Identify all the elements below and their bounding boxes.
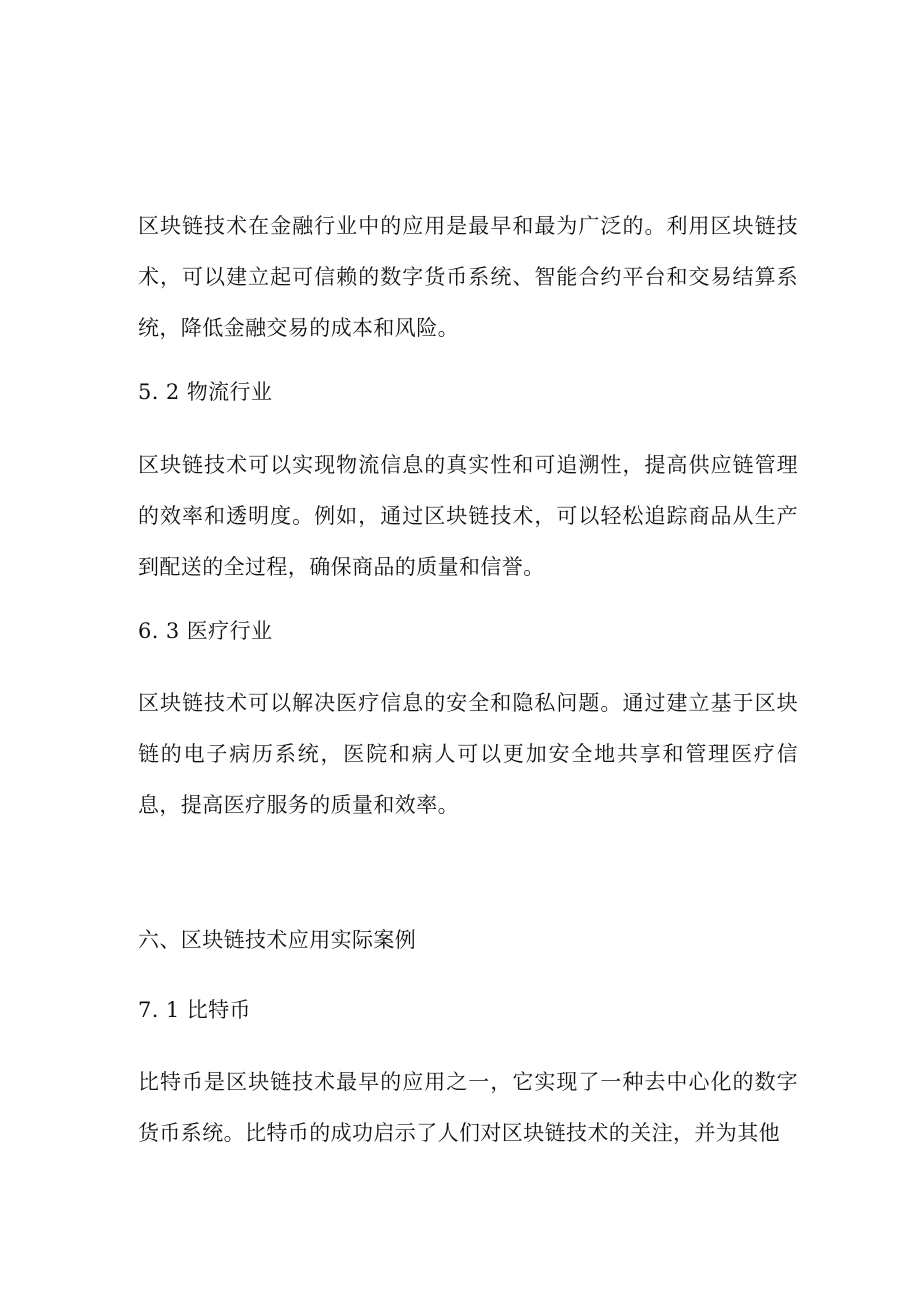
heading-medical: 6. 3 医疗行业 bbox=[138, 619, 273, 643]
heading-bitcoin: 7. 1 比特币 bbox=[138, 998, 251, 1022]
paragraph-bitcoin: 比特币是区块链技术最早的应用之一，它实现了一种去中心化的数字货币系统。比特币的成功启示了人们对区块链技术的关注，并为其他 bbox=[138, 1070, 798, 1145]
heading-logistics: 5. 2 物流行业 bbox=[138, 380, 273, 404]
paragraph-logistics: 区块链技术可以实现物流信息的真实性和可追溯性，提高供应链管理的效率和透明度。例如，通过区块链技术，可以轻松追踪商品从生产到配送的全过程，确保商品的质量和信誉。 bbox=[138, 453, 798, 579]
paragraph-medical: 区块链技术可以解决医疗信息的安全和隐私问题。通过建立基于区块链的电子病历系统，医院和病人可以更加安全地共享和管理医疗信息，提高医疗服务的质量和效率。 bbox=[138, 691, 798, 817]
heading-cases: 六、区块链技术应用实际案例 bbox=[138, 928, 417, 952]
paragraph-finance: 区块链技术在金融行业中的应用是最早和最为广泛的。利用区块链技术，可以建立起可信赖的数字货币系统、智能合约平台和交易结算系统，降低金融交易的成本和风险。 bbox=[138, 214, 798, 340]
